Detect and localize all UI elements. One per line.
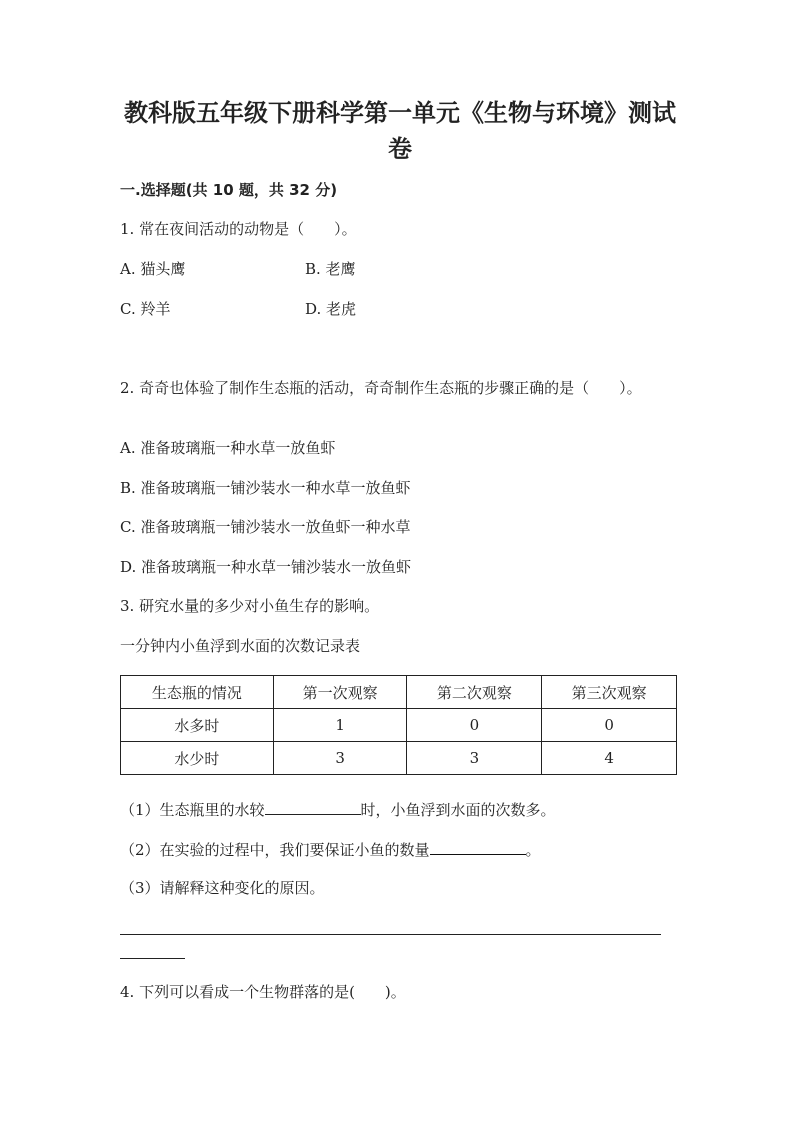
q1-option-b[interactable]: B. 老鹰: [305, 260, 356, 278]
question-4-stem: 4. 下列可以看成一个生物群落的是( )。: [120, 983, 406, 1001]
q3-sub1-text-after: 时，小鱼浮到水面的次数多。: [360, 801, 556, 819]
table-cell: 0: [407, 709, 542, 742]
q3-sub2-text-before: （2）在实验的过程中，我们要保证小鱼的数量: [120, 841, 430, 859]
table-cell: 1: [273, 709, 407, 742]
answer-line-continuation[interactable]: [120, 958, 185, 959]
q3-sub-question-1: [120, 799, 556, 820]
observation-table: [120, 675, 677, 775]
table-header-cell: 生态瓶的情况: [121, 676, 274, 709]
table-cell: 3: [273, 742, 407, 775]
table-cell: 0: [542, 709, 677, 742]
table-row: [121, 709, 677, 742]
table-caption: 一分钟内小鱼浮到水面的次数记录表: [120, 637, 361, 655]
table-cell: 4: [542, 742, 677, 775]
page-title: 教科版五年级下册科学第一单元《生物与环境》测试卷: [124, 99, 676, 163]
table-row: [121, 742, 677, 775]
q1-option-d[interactable]: D. 老虎: [305, 300, 357, 318]
table-cell: 水少时: [121, 742, 274, 775]
question-2-stem: 2. 奇奇也体验了制作生态瓶的活动，奇奇制作生态瓶的步骤正确的是（ ）。: [120, 379, 642, 397]
q1-option-a[interactable]: A. 猫头鹰: [120, 260, 186, 278]
table-cell: 水多时: [121, 709, 274, 742]
q2-option-a[interactable]: A. 准备玻璃瓶一种水草一放鱼虾: [120, 439, 336, 457]
q3-sub2-text-after: 。: [525, 841, 541, 859]
answer-blank-2[interactable]: [430, 839, 526, 855]
q2-option-d[interactable]: D. 准备玻璃瓶一种水草一铺沙装水一放鱼虾: [120, 558, 412, 576]
q3-sub-question-2: [120, 839, 541, 860]
q2-option-b[interactable]: B. 准备玻璃瓶一铺沙装水一种水草一放鱼虾: [120, 479, 411, 497]
table-header-cell: 第一次观察: [273, 676, 407, 709]
q3-sub1-text-before: （1）生态瓶里的水较: [120, 801, 265, 819]
answer-blank-1[interactable]: [265, 799, 361, 815]
q2-option-c[interactable]: C. 准备玻璃瓶一铺沙装水一放鱼虾一种水草: [120, 518, 411, 536]
q1-option-c[interactable]: C. 羚羊: [120, 300, 171, 318]
question-1-stem: 1. 常在夜间活动的动物是（ ）。: [120, 220, 357, 238]
q3-sub-question-3: （3）请解释这种变化的原因。: [120, 879, 325, 897]
table-header-cell: 第二次观察: [407, 676, 542, 709]
section-heading: 一.选择题(共 10 题，共 32 分): [120, 181, 338, 199]
table-header-row: [121, 676, 677, 709]
table-cell: 3: [407, 742, 542, 775]
table-header-cell: 第三次观察: [542, 676, 677, 709]
answer-line[interactable]: [120, 934, 661, 935]
question-3-stem: 3. 研究水量的多少对小鱼生存的影响。: [120, 597, 380, 615]
